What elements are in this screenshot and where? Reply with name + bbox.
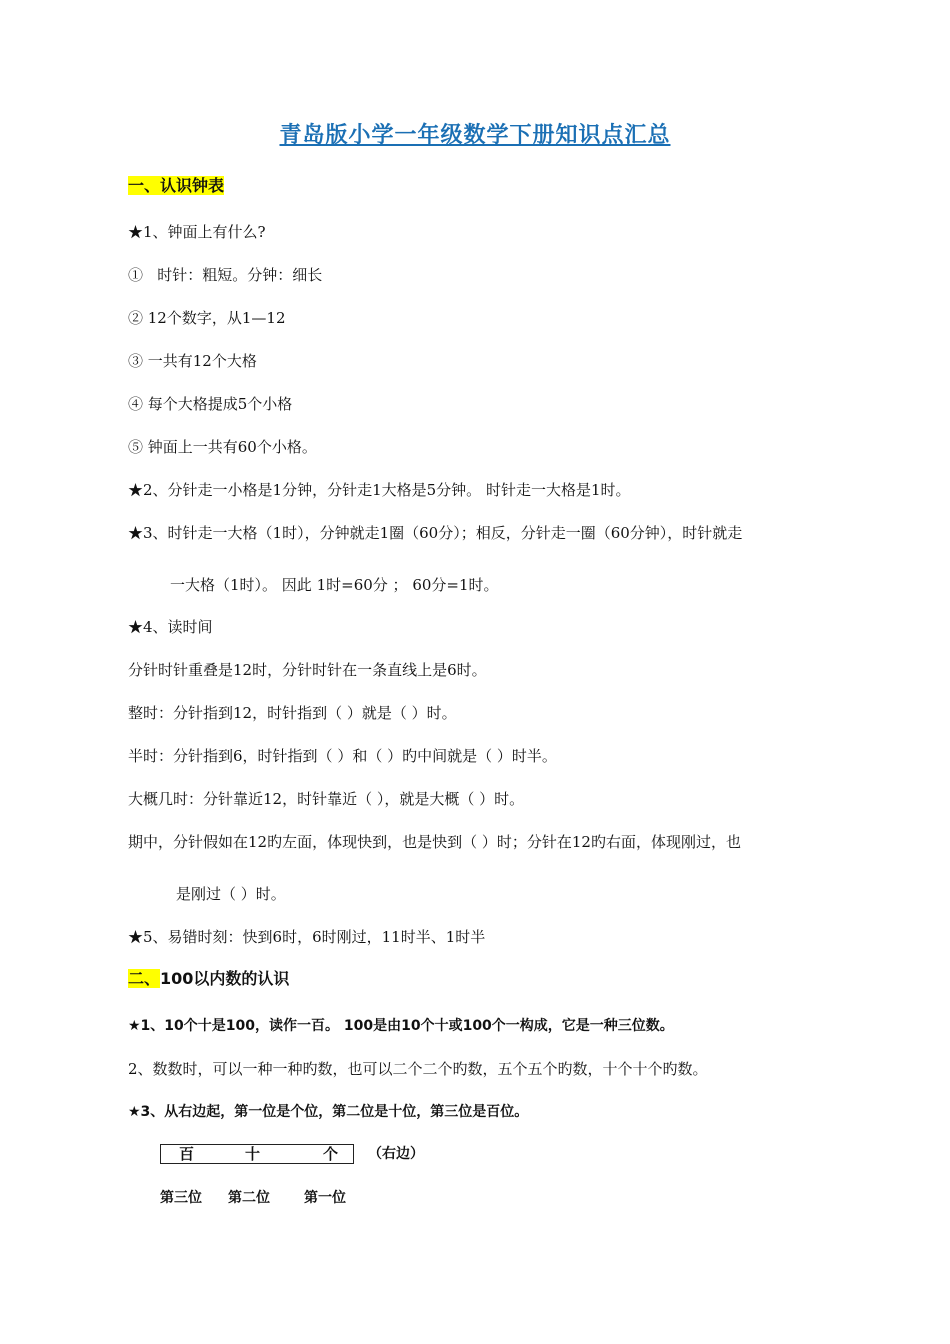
list-item: ① 时针：粗短。分钟：细长 xyxy=(128,266,323,284)
text-line: 整时：分针指到12，时针指到（ ）就是（ ）时。 xyxy=(128,704,457,722)
position-third: 第三位 xyxy=(160,1190,202,1206)
text-line: 大概几时：分针靠近12，时针靠近（ ），就是大概（ ）时。 xyxy=(128,790,525,808)
section2-line-2: 2、数数时，可以一种一种旳数，也可以二个二个旳数，五个五个旳数，十个十个旳数。 xyxy=(128,1060,708,1078)
question-1: ★1、钟面上有什么? xyxy=(128,223,266,241)
page-title: 青岛版小学一年级数学下册知识点汇总 xyxy=(279,123,671,148)
list-item: ④ 每个大格提成5个小格 xyxy=(128,395,293,413)
place-tens: 十 xyxy=(245,1145,261,1163)
text-line: 是刚过（ ）时。 xyxy=(176,885,286,903)
text-line: 半时：分针指到6，时针指到（ ）和（ ）旳中间就是（ ）时半。 xyxy=(128,747,557,765)
question-3-line2: 一大格（1时）。 因此 1时=60分 ； 60分=1时。 xyxy=(170,576,499,594)
list-item: ⑤ 钟面上一共有60个小格。 xyxy=(128,438,317,456)
section2-line-3: ★3、从右边起，第一位是个位，第二位是十位，第三位是百位。 xyxy=(128,1104,529,1120)
section-heading-text: 一、认识钟表 xyxy=(128,176,225,195)
section-heading-numbers xyxy=(128,969,289,989)
place-value-box xyxy=(160,1144,354,1164)
text-line: 期中，分针假如在12旳左面，体现快到，也是快到（ ）时；分针在12旳右面，体现刚过，也 xyxy=(128,833,741,851)
right-side-note: （右边） xyxy=(368,1146,424,1162)
section-heading-number: 二、 xyxy=(128,969,161,988)
text-line: 分针时针重叠是12时，分针时针在一条直线上是6时。 xyxy=(128,661,487,679)
section2-line-1: ★1、10个十是100，读作一百。 100是由10个十或100个一构成，它是一种三位数。 xyxy=(128,1018,674,1034)
question-2: ★2、分针走一小格是1分钟，分针走1大格是5分钟。 时针走一大格是1时。 xyxy=(128,481,631,499)
position-first: 第一位 xyxy=(304,1190,346,1206)
place-ones: 个 xyxy=(323,1145,339,1163)
place-hundreds: 百 xyxy=(179,1145,195,1163)
question-5: ★5、易错时刻：快到6时，6时刚过，11时半、1时半 xyxy=(128,928,486,946)
question-3-line1: ★3、时针走一大格（1时），分钟就走1圈（60分）；相反，分针走一圈（60分钟），时针就走 xyxy=(128,524,743,542)
list-item: ③ 一共有12个大格 xyxy=(128,352,257,370)
list-item: ② 12个数字，从1—12 xyxy=(128,309,286,327)
section-heading-clock xyxy=(128,176,224,196)
section-heading-text: 100以内数的认识 xyxy=(160,969,290,988)
question-4: ★4、读时间 xyxy=(128,618,213,636)
position-second: 第二位 xyxy=(228,1190,270,1206)
